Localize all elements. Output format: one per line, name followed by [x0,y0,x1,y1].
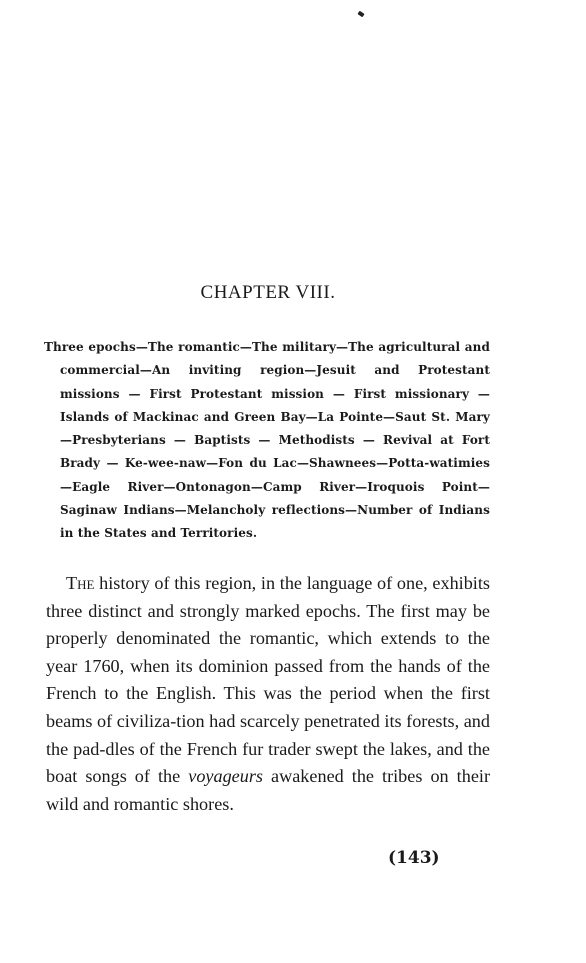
ink-speck [357,11,364,18]
chapter-title: CHAPTER VIII. [200,282,336,303]
body-text-part-1: history of this region, in the language of one, exhibits three distinct and strongly marked epochs. The first may be properly denominated the romantic, which extends to the year 1760, when its dominion passed from the hands of the French to the English. This was the period when the first beams of civiliza-tion had scarcely penetrated its forests, and the pad-dles of the French fur trader swept the lakes, and the boat songs of the [46,573,490,787]
italic-term: voyageurs [188,766,263,787]
lead-word: The [66,573,95,593]
chapter-synopsis: Three epochs—The romantic—The military—The agricultural and commercial—An inviting region—Jesuit and Protestant missions — First Protestant mission — First missionary — Islands of Mackinac and Green Bay—La Pointe—Saut St. Mary—Presbyterians — Baptists — Methodists — Revival at Fort Brady — Ke-wee-naw—Fon du Lac—Shawnees—Potta-watimies—Eagle River—Ontonagon—Camp River—Iroquois Point—Saginaw Indians—Melancholy reflections—Number of Indians in the States and Territories. [44,340,490,541]
body-text-part-2: awakened the tribes on their wild and romantic shores. [46,766,490,814]
body-paragraph [46,570,490,818]
page-number: (143) [388,848,440,868]
